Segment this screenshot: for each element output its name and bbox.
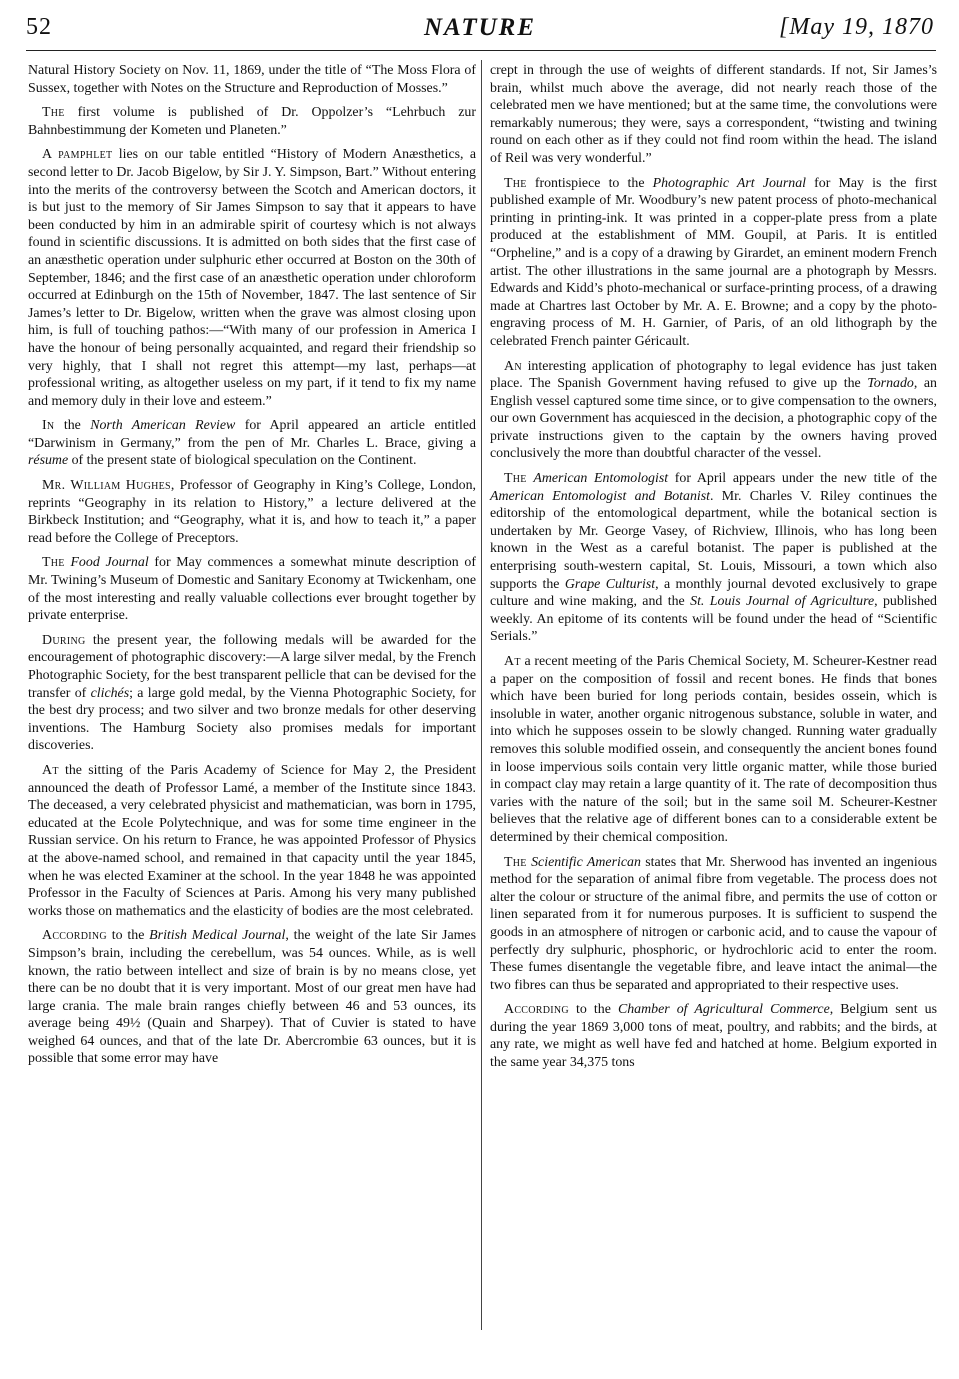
paragraph-text: lies on our table entitled “History of Modern Anæsthetics, a second letter to Dr. Jacob Bigelow, by Sir J. Y. Simpson, Bart.” Without entering into the merits of the controversy between the Scotch and American doctors, it is but just to the memory of Sir James Simpson to say that it appears to have been conducted by him in an admirable spirit of courtesy which is not always found in scientific discussions. It is admitted on both sides that the first case of an anæsthetic operation under sulphuric ether occurred at Boston on the 30th of September, 1846; and the first case of an anæsthetic operation under chloroform occurred at Edinburgh on the 15th of November, 1847. The last sentence of Sir James’s letter to Dr. Bigelow, written when the grave was almost closing upon him, is full of touching pathos:—“With many of our profession in America I have the honour of being personally acquainted, and regard their friendship so very highly, that I shall not regret this attempt—my last, perhaps—at professional writing, as altogether useless on my part, if it tend to fix my name and memory duly in their love and esteem.” — [28, 147, 476, 409]
paragraph-text: to the — [106, 928, 150, 944]
paragraph-text: ; a large gold medal, by the Vienna Photographic Society, for the best dry process; and two silver and two bronze medals for other deserving inventions. The Hamburg Society also promises medals for important discoveries. — [28, 685, 476, 754]
paragraph-lead-word: Mr. William Hughes, — [42, 478, 175, 494]
article-paragraph — [490, 358, 937, 464]
paragraph-lead-word: According — [42, 928, 107, 944]
paragraph-text: , Belgium sent us during the year 1869 3,000 tons of meat, poultry, and rabbits; and the birds, at any rate, we might as well have fed and hatched at home. Belgium exported in the same year 34,375 tons — [490, 1002, 937, 1071]
article-paragraph — [490, 1001, 937, 1071]
paragraph-text: first volume is published of Dr. Oppolzer’s “Lehrbuch zur Bahnbestimmung der Kometen und Planeten.” — [28, 105, 476, 138]
article-paragraph — [28, 632, 476, 755]
paragraph-lead-word: The — [504, 175, 527, 191]
italic-title: Grape Culturist — [564, 576, 656, 592]
paragraph-lead-word: An — [504, 358, 522, 374]
paragraph-text: states that Mr. Sherwood has invented an ingenious method for the separation of animal fibre from vegetable. The process does not alter the colour or structure of the animal fibre, and permits the use of cotton or linen separated from it for numerous purposes. It is sufficient to suspend the goods in an atmosphere of nitrogen or carbonic acid, and to cause the vapour of perfectly dry sulphuric, phosphoric, or hydrochloric acid to enter the room. These fumes disentangle the vegetable fibre, and leave intact the animal—the two fibres can thus be separated and appropriated to their respective uses. — [490, 854, 937, 993]
right-column — [490, 62, 937, 1079]
paragraph-lead-word: In — [42, 418, 55, 434]
paragraph-text: , the weight of the late Sir James Simpson’s brain, including the cerebellum, was 54 ounces. While, as is well known, the ratio between intellect and size of brain is by no means close, yet there can be no doubt that it is very important. Most of our great men have had large crania. The male brain ranges chiefly between 46 and 53 ounces, its average being 49½ (Quain and Sharpey). That of Cuvier is stated to have weighed 64 ounces, and that of the late Dr. Abercrombie 63 ounces, but it is possible that some error may have — [28, 928, 476, 1067]
paragraph-text: crept in through the use of weights of different standards. If not, Sir James’s brain, whilst much above the average, did not nearly reach those of the celebrated men we have mentioned; but at the same time, the convolutions were remarkably numerous; they were, says a correspondent, “twisting and twining round on each other as if they could not find room within the head. The island of Reil was very wonderful.” — [490, 63, 937, 166]
paragraph-lead-word: At — [504, 654, 521, 669]
article-paragraph — [28, 762, 476, 920]
page-number: 52 — [26, 14, 52, 40]
paragraph-text: to the — [568, 1002, 618, 1018]
italic-title: Food Journal — [70, 555, 149, 571]
article-paragraph — [490, 175, 937, 351]
paragraph-lead-word: At — [42, 762, 59, 778]
paragraph-text: , an English vessel captured some time since, or to give compensation to the owners, our own Government has acquiesced in the decision, a photographic copy of the private instructions given to the captain by the owners having proved conclusively the more than doubtful character of the vessel. — [490, 376, 937, 462]
article-paragraph — [28, 927, 476, 1068]
article-paragraph — [490, 62, 937, 168]
paragraph-lead-word: The — [42, 105, 65, 121]
italic-title: American Entomologist — [533, 471, 669, 487]
paragraph-text: Professor of Geography in King’s College, London, reprints “Geography in its relation to History,” a lecture delivered at the Birkbeck Institution; and “Geography, what it is, and how to teach it,” a paper read before the College of Preceptors. — [28, 478, 477, 546]
header-rule — [26, 50, 936, 51]
paragraph-lead-word: The — [504, 854, 527, 870]
article-paragraph — [28, 477, 476, 547]
paragraph-lead-word: During — [42, 632, 86, 648]
italic-title: British Medical Journal — [149, 928, 286, 944]
italic-title: clichés — [90, 685, 130, 701]
paragraph-text: . Mr. Charles V. Riley continues the editorship of the entomological department, while the botanical section is undertaken by Mr. George Vasey, of Richview, Illinois, who has long been known in the West as a careful botanist. The paper is published at the enterprising south-western capital, St. Louis, Missouri, a town which also supports the — [490, 488, 938, 592]
italic-title: résume — [28, 453, 69, 469]
paragraph-lead-word: According — [504, 1002, 569, 1018]
paragraph-text: for April appears under the new title of the — [668, 471, 938, 487]
paragraph-text: the sitting of the Paris Academy of Science for May 2, the President announced the death of Professor Lamé, a member of the Institute since 1843. The deceased, a very celebrated physicist and mathematician, was born in 1795, educated at the Ecole Polytechnique, and was for some time engineer in the Russian service. On his return to France, he was appointed Professor of Physics at the above-named school, and remained in that capacity until the year 1845, when he was elected Examiner at the school. In the year 1848 he was appointed Professor in the Faculty of Sciences at Paris. Among his very many published works those on mathematics and the elasticity of bodies are the most celebrated. — [28, 762, 476, 919]
paragraph-text: the present year, the following medals will be awarded for the encouragement of photographic discovery:—A large silver medal, by the French Photographic Society, for the best transparent pellicle that can be devised for the transfer of — [28, 632, 476, 701]
column-divider — [481, 60, 482, 1330]
page-header — [26, 14, 934, 48]
italic-title: St. Louis Journal of Agriculture — [690, 594, 875, 610]
article-paragraph — [490, 653, 937, 847]
article-paragraph — [490, 854, 937, 995]
paragraph-text: interesting application of photography to legal evidence has just taken place. The Spanish Government having refused to give up the — [490, 358, 937, 392]
italic-title: American Entomologist and Botanist — [490, 488, 711, 504]
article-paragraph — [490, 470, 937, 646]
article-paragraph — [28, 146, 476, 410]
paragraph-text: for May commences a somewhat minute description of Mr. Twining’s Museum of Domestic and Sanitary Economy at Twickenham, one of the most interesting and really valuable collections ever brought together by private enterprise. — [28, 555, 476, 624]
paragraph-text: of the present state of biological speculation on the Continent. — [68, 453, 417, 469]
paragraph-text: frontispiece to the — [526, 175, 653, 191]
paragraph-text: for May is the first published example of Mr. Woodbury’s new patent process of photo-mechanical printing in printing-ink. It was printed in a copper-plate press from a plate produced at the establishment of MM. Goupil, at Paris. It is entitled “Orpheline,” and is a copy of a drawing by Girardet, an eminent modern French artist. The other illustrations in the same journal are a photograph by Messrs. Edwards and Kidd’s photo-mechanical or surface-printing process, of a drawing made at Chartres last October by Mr. A. E. Browne; and a copy by the photo-engraving process of M. H. Garnier, of Paris, of an old lithograph by the celebrated French painter Géricault. — [490, 175, 937, 349]
italic-title: Photographic Art Journal — [652, 175, 807, 191]
paragraph-text: , a monthly journal devoted exclusively to grape culture and wine making, and the — [490, 576, 938, 610]
article-paragraph — [28, 62, 476, 97]
journal-title: NATURE — [423, 14, 537, 41]
paragraph-lead-word: A pamphlet — [42, 147, 113, 163]
paragraph-text: for April appeared an article entitled “Darwinism in Germany,” from the pen of Mr. Charles L. Brace, giving a — [28, 418, 476, 451]
paragraph-lead-word: The — [504, 471, 527, 487]
article-paragraph — [28, 554, 476, 624]
italic-title: Scientific American — [531, 854, 641, 870]
italic-title: Tornado — [867, 376, 914, 392]
issue-date: [May 19, 1870 — [779, 14, 934, 40]
italic-title: North American Review — [90, 418, 236, 434]
article-paragraph — [28, 104, 476, 139]
paragraph-text: , published weekly. An epitome of its contents will be found under the head of “Scientific Serials.” — [490, 594, 938, 645]
left-column — [28, 62, 476, 1075]
paragraph-text: a recent meeting of the Paris Chemical Society, M. Scheurer-Kestner read a paper on the composition of fossil and recent bones. He finds that bones which have been buried for long periods contain, besides ossein, which is insoluble in water, another organic nitrogenous substance, soluble in water, and into which he supposes ossein to be slowly changed. Running water gradually removes this soluble modified ossein, and consequently the ancient bones found in loose impervious soils contain very little organic matter, while those buried in compact clay may retain a large quantity of it. The rate of decomposition thus varies with the nature of the soil; but in the same soil M. Scheurer-Kestner believes that the relative age of different bones can to a considerable extent be determined by their chemical composition. — [490, 654, 937, 845]
article-paragraph — [28, 417, 476, 470]
paragraph-lead-word: The — [42, 555, 65, 571]
italic-title: Chamber of Agricultural Commerce — [617, 1002, 830, 1018]
paragraph-text: Natural History Society on Nov. 11, 1869, under the title of “The Moss Flora of Sussex, together with Notes on the Structure and Reproduction of Mosses.” — [28, 63, 476, 96]
paragraph-text: the — [54, 418, 91, 434]
